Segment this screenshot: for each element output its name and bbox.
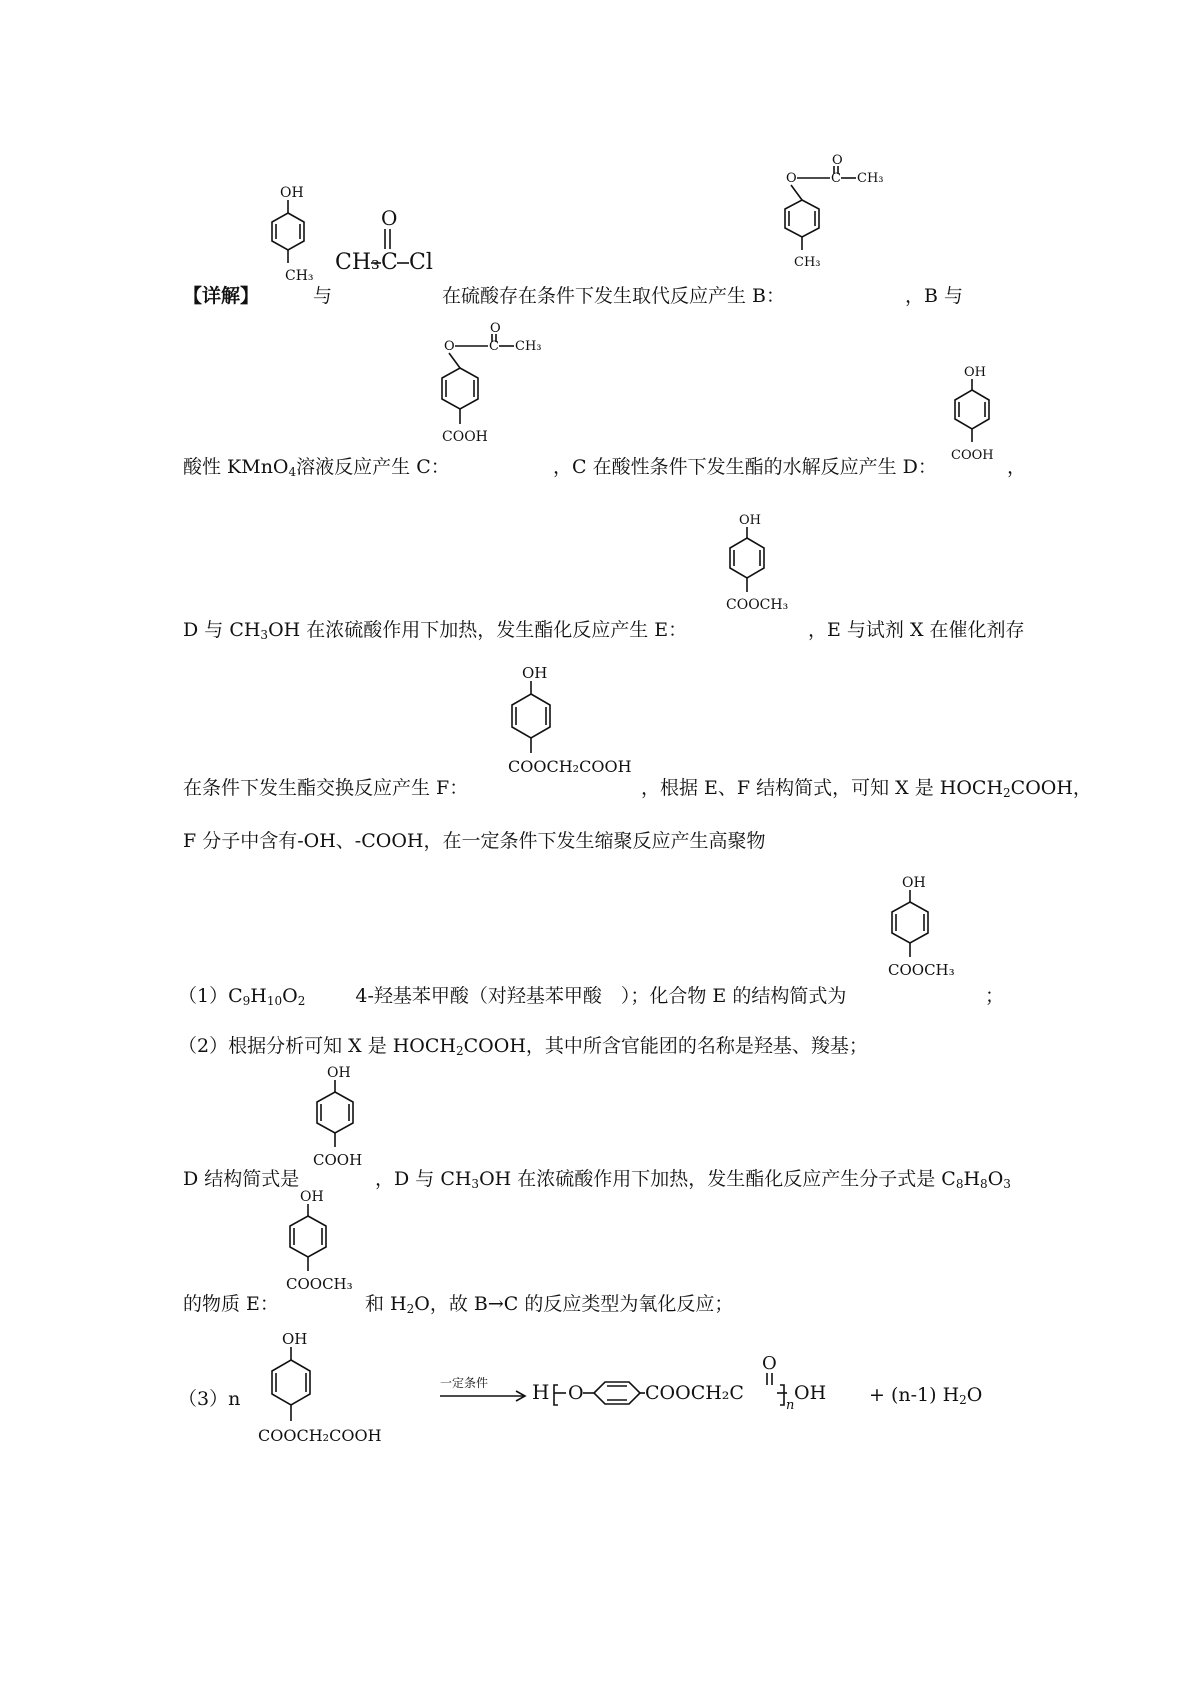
oh-label: OH <box>902 875 926 891</box>
text-line2a2: 溶液反应产生 C： <box>296 456 450 478</box>
text-line2b: ，C 在酸性条件下发生酯的水解反应产生 D： <box>553 456 937 478</box>
sub-3: 3 <box>1003 1177 1011 1191</box>
sub-3: 3 <box>260 628 269 642</box>
o-label: O <box>490 321 501 336</box>
compound-b-structure <box>782 150 902 280</box>
ans2-text2: COOH，其中所含官能团的名称是羟基、羧基； <box>463 1035 868 1057</box>
cooh-label: COOH <box>442 429 488 445</box>
cooch3-label: COOCH₃ <box>726 597 789 613</box>
text-ans3-n: （3）n <box>178 1388 241 1410</box>
ans1-h: H <box>250 985 267 1007</box>
ans3-text2: O <box>966 1384 983 1406</box>
text-line4a: 在条件下发生酯交换反应产生 F： <box>183 777 469 799</box>
text-ans2b-b <box>375 1164 1011 1191</box>
text-ans2c-b <box>365 1289 733 1316</box>
text-line3b: ，E 与试剂 X 在催化剂存 <box>808 619 1025 641</box>
ans2b-o: O <box>987 1168 1004 1190</box>
arrow-condition-label: 一定条件 <box>440 1376 489 1390</box>
c-label: C <box>831 171 841 186</box>
answer-1 <box>178 981 846 1008</box>
text-ch: D 与 CH <box>183 619 261 641</box>
ch3-label: CH₃ <box>857 171 884 186</box>
sub-2: 2 <box>959 1393 967 1407</box>
oh-label: OH <box>282 1330 308 1348</box>
compound-e-structure-ans1 <box>885 873 985 988</box>
oh-label: OH <box>964 365 986 380</box>
sub-8: 8 <box>980 1177 988 1191</box>
ans2c-text2: O，故 B→C 的反应类型为氧化反应； <box>414 1293 734 1315</box>
text-line3a2: OH 在浓硫酸作用下加热，发生酯化反应产生 E： <box>268 619 688 641</box>
text-line5: F 分子中含有-OH、-COOH，在一定条件下发生缩聚反应产生高聚物 <box>183 830 766 852</box>
sub-9: 9 <box>242 994 251 1008</box>
text-line4b <box>641 773 1092 800</box>
ans3-text1: + (n-1) H <box>869 1384 960 1406</box>
c-label: C <box>489 339 499 354</box>
text-kmno: 酸性 KMnO <box>183 456 289 478</box>
oh-label: OH <box>522 664 548 682</box>
cooh-label: COOH <box>313 1151 363 1169</box>
sub-4: 4 <box>288 465 297 479</box>
oh-label: OH <box>280 185 304 201</box>
ch3-label: CH₃ <box>335 250 380 275</box>
cooch2c-label: COOCH₂C <box>645 1382 744 1404</box>
cooch3-label: COOCH₃ <box>286 1275 353 1293</box>
text-line4b1: ，根据 E、F 结构简式，可知 X 是 HOCH <box>641 777 1004 799</box>
h-label: H <box>532 1380 550 1404</box>
cl-label: Cl <box>409 250 433 275</box>
text-line1b: 在硫酸存在条件下发生取代反应产生 B： <box>442 285 786 307</box>
sub-2: 2 <box>406 1302 415 1316</box>
text-line4b2: COOH， <box>1010 777 1092 799</box>
compound-c-structure <box>432 318 552 473</box>
o-label: O <box>381 206 398 230</box>
text-ans2c-a: 的物质 E： <box>183 1293 279 1315</box>
acetyl-chloride-structure <box>335 205 445 285</box>
compound-e-structure <box>722 510 822 625</box>
p-cresol-structure <box>265 183 315 303</box>
compound-d-structure-ans2 <box>307 1063 387 1178</box>
o-label: O <box>444 339 455 354</box>
ans1-o: O <box>282 985 298 1007</box>
sub-3: 3 <box>471 1177 480 1191</box>
text-line3a <box>183 615 687 642</box>
polymer-structure <box>532 1355 852 1415</box>
sub-8: 8 <box>955 1177 964 1191</box>
ch3-label: CH₃ <box>794 255 821 270</box>
cooh-label: COOH <box>951 448 994 463</box>
ans1-c: （1）C <box>178 985 243 1007</box>
text-line1c: ，B 与 <box>905 285 964 307</box>
compound-f-structure <box>505 662 645 787</box>
compound-e-structure-ans2 <box>283 1187 383 1302</box>
n-label: n <box>786 1398 795 1413</box>
text-line2a <box>183 452 450 479</box>
c-label: C <box>381 250 398 275</box>
ans2b-h: H <box>963 1168 981 1190</box>
cooch3-label: COOCH₃ <box>888 961 955 979</box>
ans2c-text1: 和 H <box>365 1293 407 1315</box>
text-semicolon: ； <box>985 985 1005 1007</box>
text-line2c: ， <box>1007 456 1027 478</box>
o-label: O <box>762 1353 777 1374</box>
sub-2: 2 <box>297 994 306 1008</box>
text-and: 与 <box>313 285 333 307</box>
ans1-text: 4-羟基苯甲酸（对羟基苯甲酸 ）；化合物 E 的结构简式为 <box>355 985 847 1007</box>
cooch2cooh-label: COOCH₂COOH <box>508 757 632 776</box>
reaction-arrow <box>438 1375 528 1405</box>
sub-2: 2 <box>1003 786 1011 800</box>
ans2-text1: （2）根据分析可知 X 是 HOCH <box>178 1035 456 1057</box>
ch3-label: CH₃ <box>515 339 542 354</box>
section-label: 【详解】 <box>183 285 260 307</box>
text-ans2b-a: D 结构简式是 <box>183 1168 300 1190</box>
oh-label: OH <box>327 1065 351 1081</box>
ans2b-text1: ，D 与 CH <box>375 1168 472 1190</box>
ans2b-text2: OH 在浓硫酸作用下加热，发生酯化反应产生分子式是 C <box>479 1168 956 1190</box>
oh-label: OH <box>794 1382 827 1404</box>
sub-10: 10 <box>266 994 283 1008</box>
answer-2 <box>178 1031 868 1058</box>
cooch2cooh-label: COOCH₂COOH <box>258 1426 382 1445</box>
o-label: O <box>786 171 797 186</box>
ch3-label: CH₃ <box>285 268 314 284</box>
o-label: O <box>832 153 843 168</box>
sub-2: 2 <box>456 1044 464 1058</box>
oh-label: OH <box>300 1189 324 1205</box>
o-label: O <box>568 1382 584 1404</box>
oh-label: OH <box>739 513 761 528</box>
compound-f-monomer <box>255 1328 415 1458</box>
text-ans3-water <box>869 1384 982 1406</box>
